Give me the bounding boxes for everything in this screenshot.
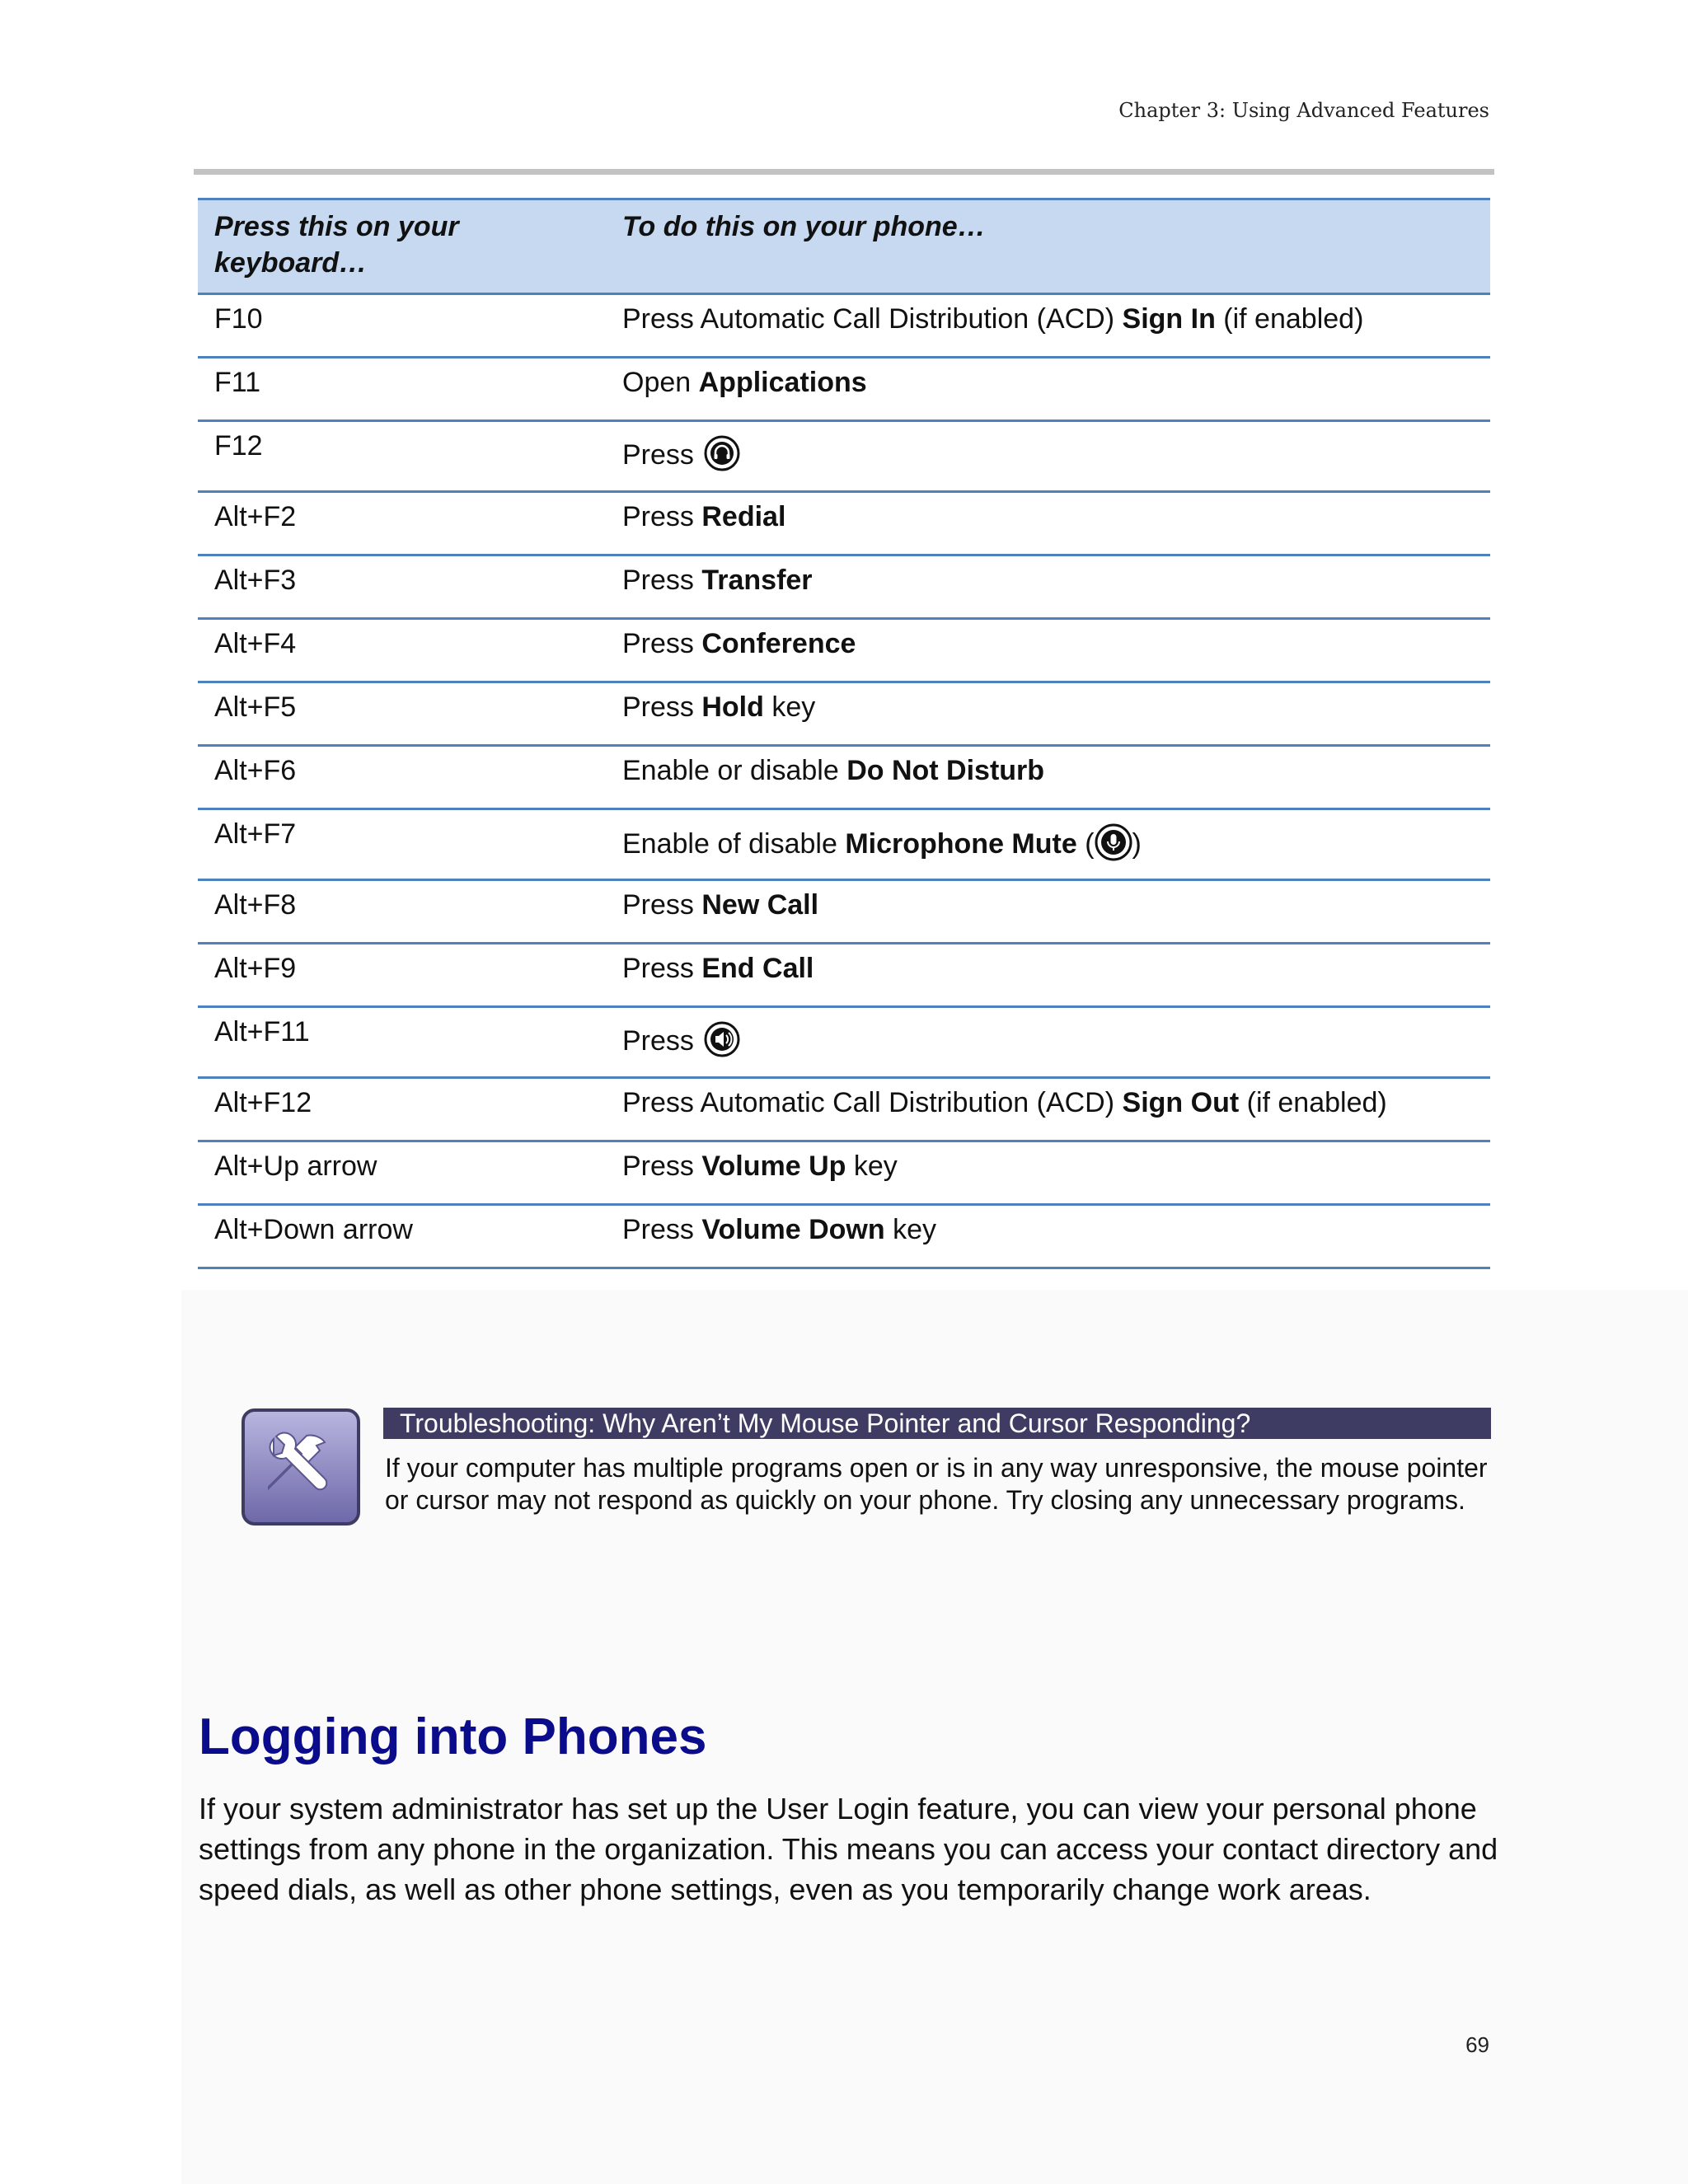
- table-row: [198, 620, 1490, 683]
- key-cell: Alt+F4: [214, 628, 297, 659]
- section-heading: Logging into Phones: [199, 1708, 707, 1765]
- column-header-keyboard: Press this on your keyboard…: [214, 211, 459, 279]
- action-cell: Press Automatic Call Distribution (ACD) Sign In (if enabled): [622, 303, 1364, 335]
- table-row: [198, 1206, 1490, 1269]
- table-row: [198, 747, 1490, 810]
- action-cell: Press Transfer: [622, 565, 813, 596]
- table-row: [198, 944, 1490, 1008]
- table-row: [198, 1079, 1490, 1142]
- table-row: [198, 683, 1490, 747]
- key-cell: Alt+F5: [214, 691, 297, 723]
- table-row: [198, 881, 1490, 944]
- speakerphone-key-icon: [704, 1021, 740, 1057]
- key-cell: Alt+F6: [214, 755, 297, 786]
- running-head: Chapter 3: Using Advanced Features: [1118, 99, 1489, 122]
- microphone-mute-icon: [1095, 823, 1132, 861]
- table-row: [198, 422, 1490, 493]
- key-cell: Alt+F8: [214, 889, 297, 921]
- key-cell: Alt+F3: [214, 565, 297, 596]
- action-cell: Press Redial: [622, 501, 786, 532]
- callout-body: If your computer has multiple programs open or is in any way unresponsive, the mouse pointer or cursor may not respond as quickly on your phone. Try closing any unnecessary programs.: [385, 1453, 1488, 1515]
- key-cell: F11: [214, 367, 261, 398]
- action-cell: Open Applications: [622, 367, 867, 398]
- key-cell: Alt+Down arrow: [214, 1214, 413, 1245]
- table-row: [198, 1008, 1490, 1079]
- table-row: [198, 1142, 1490, 1206]
- action-cell: Press: [607, 1008, 1490, 1076]
- action-cell: Enable of disable Microphone Mute ( ): [607, 810, 1490, 879]
- page-number: 69: [1465, 2032, 1489, 2057]
- table-row: [198, 556, 1490, 620]
- table-row: [198, 493, 1490, 556]
- key-cell: F10: [214, 303, 263, 335]
- table-row: [198, 359, 1490, 422]
- key-cell: Alt+F11: [214, 1016, 310, 1047]
- action-cell: Press Automatic Call Distribution (ACD) Sign Out (if enabled): [622, 1087, 1387, 1118]
- key-cell: F12: [214, 430, 263, 462]
- keyboard-shortcut-table: [198, 198, 1490, 1269]
- key-cell: Alt+F12: [214, 1087, 312, 1118]
- headset-key-icon: [704, 435, 740, 471]
- key-cell: Alt+F7: [214, 818, 297, 850]
- key-cell: Alt+F9: [214, 953, 297, 984]
- column-header-phone: To do this on your phone…: [622, 211, 986, 242]
- action-cell: Press Conference: [622, 628, 856, 659]
- table-row: [198, 295, 1490, 359]
- troubleshooting-tools-icon: [241, 1408, 361, 1526]
- action-cell: Press New Call: [622, 889, 819, 921]
- action-cell: Enable or disable Do Not Disturb: [622, 755, 1045, 786]
- action-cell: Press Hold key: [622, 691, 816, 723]
- table-header-row: [198, 198, 1490, 295]
- action-cell: Press Volume Up key: [622, 1151, 898, 1182]
- key-cell: Alt+F2: [214, 501, 297, 532]
- top-rule: [194, 169, 1494, 175]
- table-row: [198, 810, 1490, 881]
- callout-title: Troubleshooting: Why Aren’t My Mouse Pointer and Cursor Responding?: [383, 1408, 1491, 1439]
- action-cell: Press: [607, 422, 1490, 490]
- action-cell: Press Volume Down key: [622, 1214, 936, 1245]
- action-cell: Press End Call: [622, 953, 814, 984]
- key-cell: Alt+Up arrow: [214, 1151, 377, 1182]
- section-paragraph: If your system administrator has set up the User Login feature, you can view your personal phone settings from any phone in the organization. This means you can access your contact directory and speed dials, as well as other phone settings, even as you temporarily change work areas.: [199, 1792, 1498, 1906]
